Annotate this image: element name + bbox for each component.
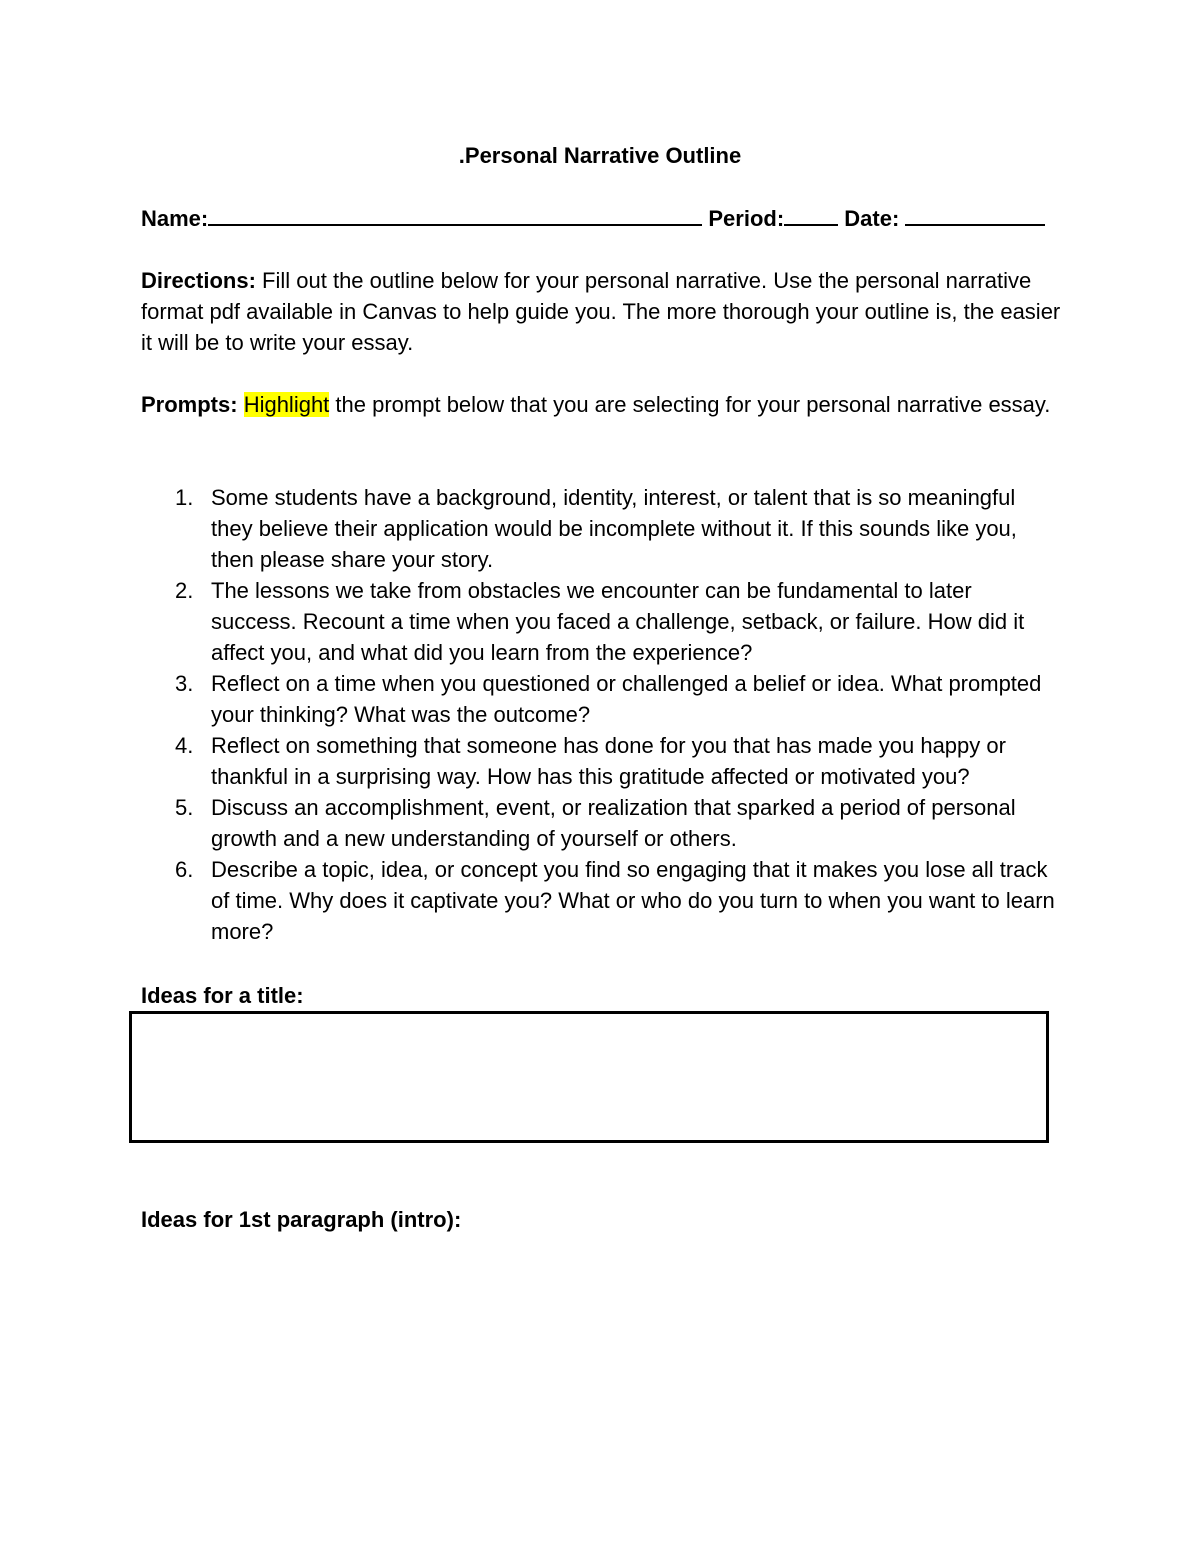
prompt-number: 4. bbox=[175, 733, 194, 758]
prompts-intro-text: the prompt below that you are selecting for your personal narrative essay. bbox=[335, 392, 1051, 417]
directions-text: Fill out the outline below for your personal narrative. Use the personal narrative format pdf available in Canvas to help guide you. The more thorough your outline is, the easier it will be to write your essay. bbox=[141, 268, 1061, 355]
title-ideas-label: Ideas for a title: bbox=[141, 983, 304, 1008]
name-label: Name: bbox=[141, 206, 209, 231]
list-item[interactable] bbox=[141, 854, 1061, 947]
prompt-text: Reflect on a time when you questioned or challenged a belief or idea. What prompted your thinking? What was the outcome? bbox=[211, 671, 1042, 727]
prompt-text: Reflect on something that someone has done for you that has made you happy or thankful in a surprising way. How has this gratitude affected or motivated you? bbox=[211, 733, 1006, 789]
prompt-number: 6. bbox=[175, 857, 194, 882]
highlight-word: Highlight bbox=[243, 392, 330, 417]
date-label: Date: bbox=[844, 206, 900, 231]
prompt-text: Describe a topic, idea, or concept you find so engaging that it makes you lose all track of time. Why does it captivate you? What or who do you turn to when you want to learn more? bbox=[211, 857, 1055, 944]
list-item[interactable] bbox=[141, 575, 1061, 668]
prompts-intro-paragraph bbox=[141, 389, 1061, 420]
prompt-text: Discuss an accomplishment, event, or realization that sparked a period of personal growth and a new understanding of yourself or others. bbox=[211, 795, 1016, 851]
list-item[interactable] bbox=[141, 668, 1061, 730]
intro-ideas-label: Ideas for 1st paragraph (intro): bbox=[141, 1207, 462, 1232]
directions-paragraph bbox=[141, 265, 1061, 358]
period-label: Period: bbox=[708, 206, 785, 231]
prompt-list bbox=[141, 482, 1061, 947]
list-item[interactable] bbox=[141, 482, 1061, 575]
list-item[interactable] bbox=[141, 792, 1061, 854]
prompts-label: Prompts: bbox=[141, 392, 238, 417]
prompt-text: The lessons we take from obstacles we encounter can be fundamental to later success. Recount a time when you faced a challenge, setback, or failure. How did it affect you, and what did you learn from the experience? bbox=[211, 578, 1025, 665]
name-blank[interactable] bbox=[208, 204, 702, 226]
prompt-number: 1. bbox=[175, 485, 194, 510]
prompt-number: 3. bbox=[175, 671, 194, 696]
list-item[interactable] bbox=[141, 730, 1061, 792]
date-blank[interactable] bbox=[905, 204, 1045, 226]
page-title: .Personal Narrative Outline bbox=[458, 143, 742, 168]
student-info-line bbox=[141, 204, 1071, 233]
title-ideas-box[interactable] bbox=[129, 1011, 1049, 1143]
period-blank[interactable] bbox=[784, 204, 838, 226]
directions-label: Directions: bbox=[141, 268, 256, 293]
prompt-number: 2. bbox=[175, 578, 194, 603]
prompt-text: Some students have a background, identity, interest, or talent that is so meaningful they believe their application would be incomplete without it. If this sounds like you, then please share your story. bbox=[211, 485, 1017, 572]
prompt-number: 5. bbox=[175, 795, 194, 820]
